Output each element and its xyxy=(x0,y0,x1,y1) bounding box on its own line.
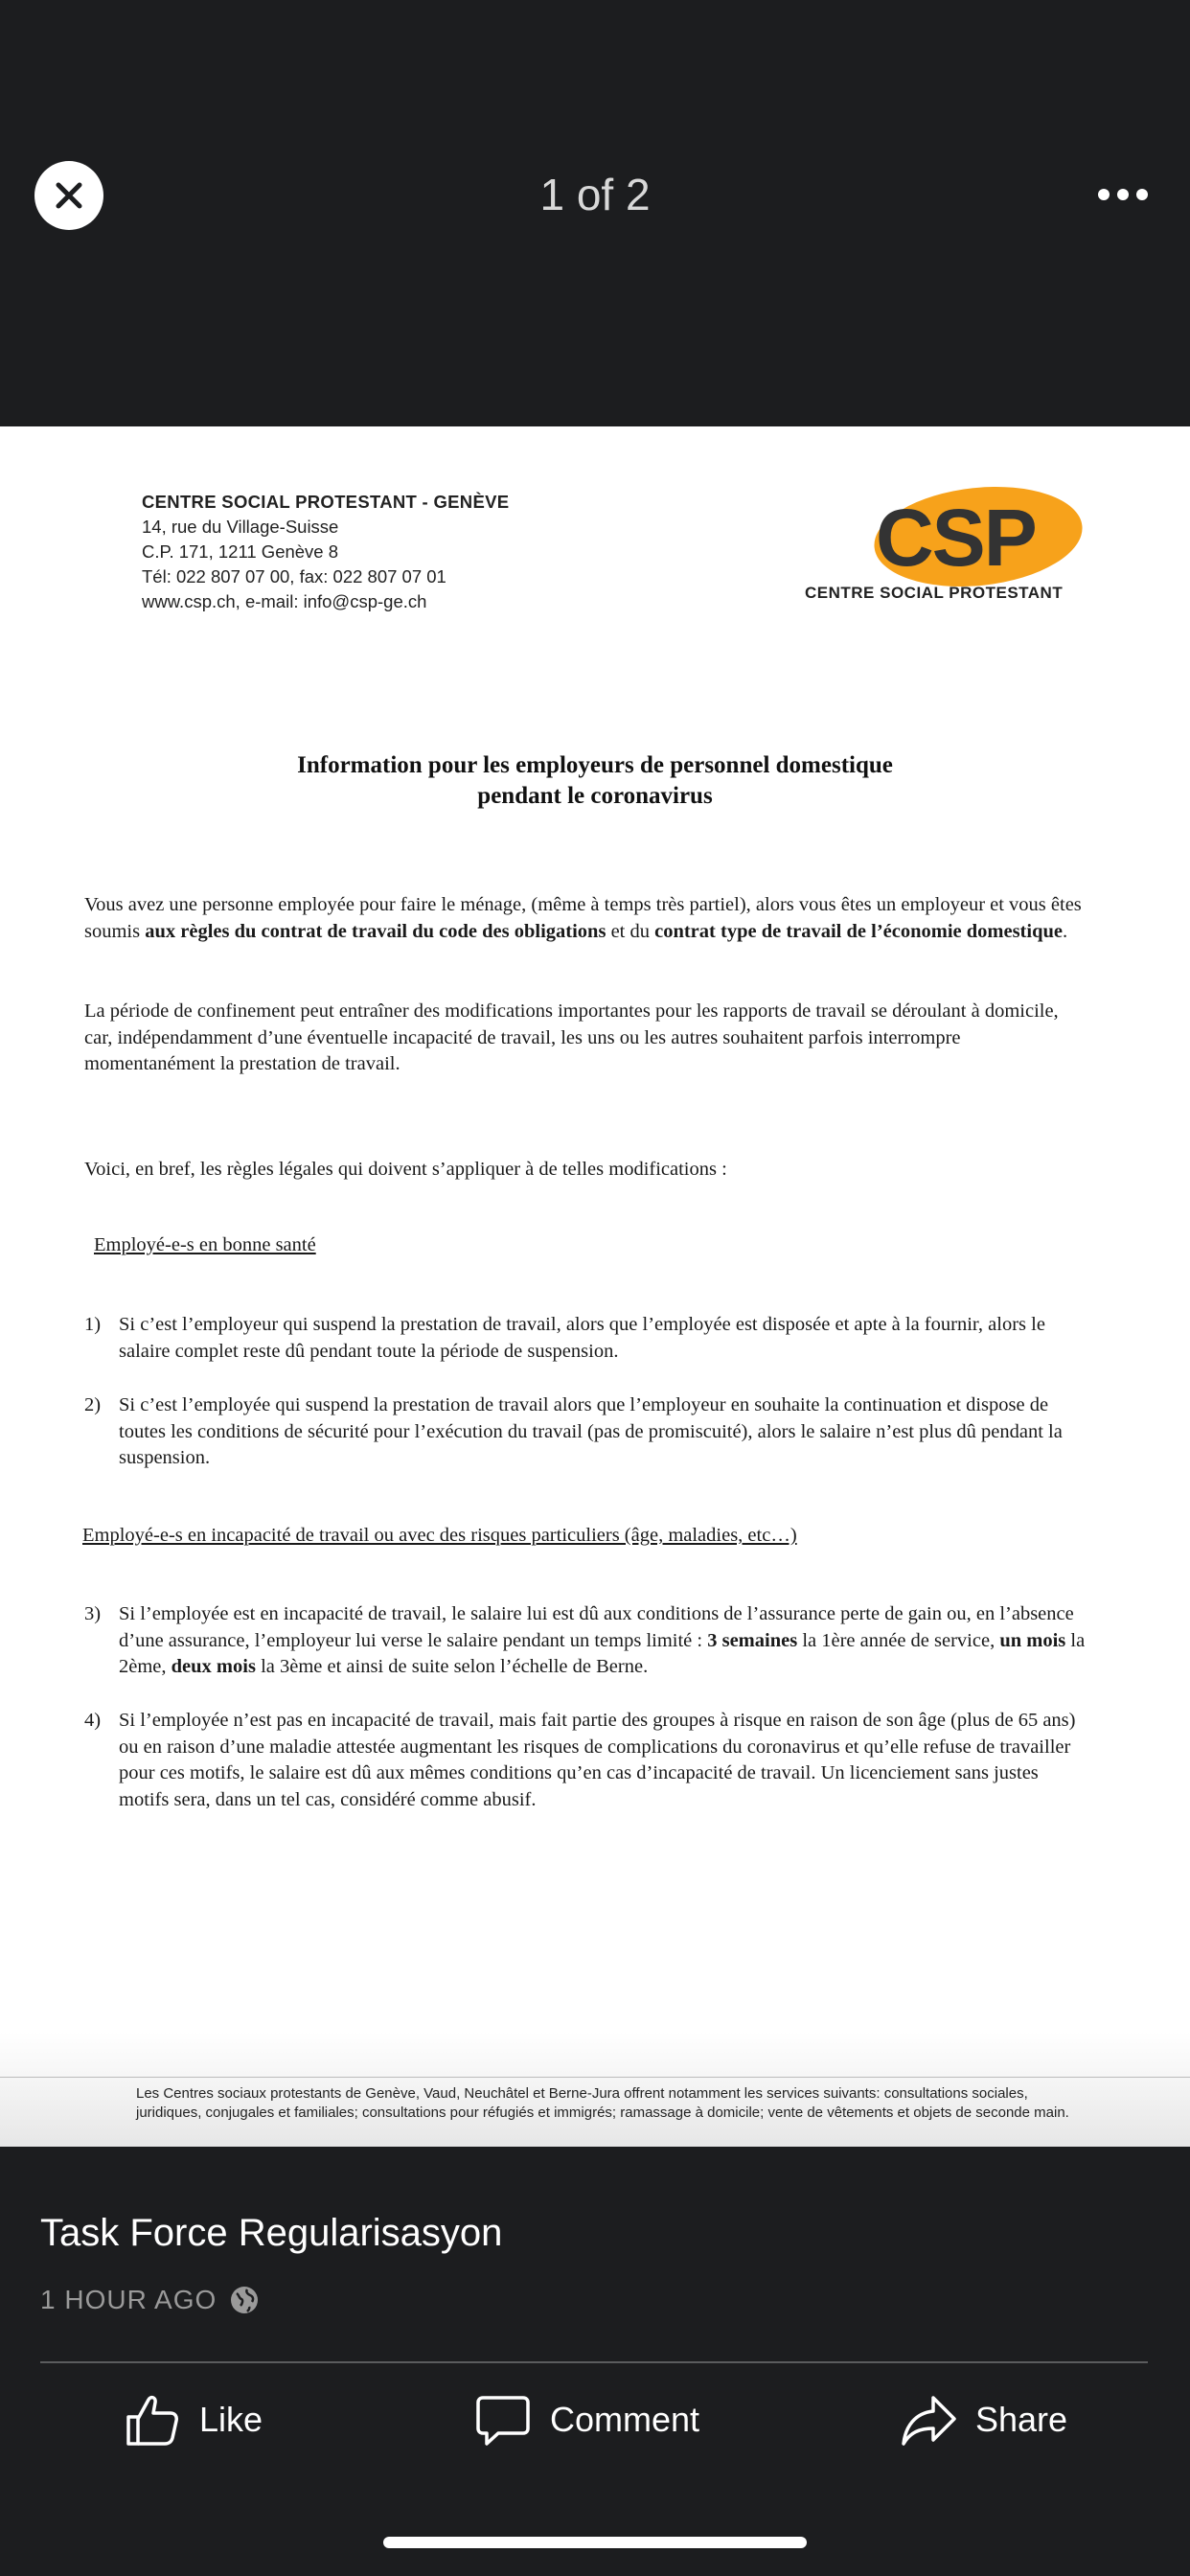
like-label: Like xyxy=(199,2400,263,2439)
viewer-top-bar xyxy=(0,0,1190,426)
org-web: www.csp.ch, e-mail: info@csp-ge.ch xyxy=(142,591,427,611)
document-page[interactable] xyxy=(0,426,1190,2147)
org-address-1: 14, rue du Village-Suisse xyxy=(142,517,339,537)
org-header xyxy=(142,490,509,614)
page-indicator: 1 of 2 xyxy=(539,170,651,219)
list-item-2: 2) Si c’est l’employée qui suspend la prestation de travail alors que l’employeur en souhaite la continuation et dispose de toutes les conditions de sécurité pour l’exécution du travail (pas de promiscuité), alors le salaire n’est plus dû pendant la suspension. xyxy=(84,1394,1063,1468)
globe-icon xyxy=(228,2284,261,2316)
org-phone: Tél: 022 807 07 00, fax: 022 807 07 01 xyxy=(142,566,446,586)
list-item-1: 1) Si c’est l’employeur qui suspend la prestation de travail, alors que l’employée est disposée et apte à la fournir, alors le salaire complet reste dû pendant toute la période de suspension. xyxy=(84,1314,1045,1362)
more-options-button[interactable] xyxy=(1098,182,1148,207)
csp-logo xyxy=(801,486,1088,609)
comment-label: Comment xyxy=(550,2400,700,2439)
paragraph-3: Voici, en bref, les règles légales qui doivent s’appliquer à de telles modifications : xyxy=(84,1159,727,1180)
post-author[interactable]: Task Force Regularisasyon xyxy=(40,2212,503,2254)
share-label: Share xyxy=(975,2400,1068,2439)
logo-letters: CSP xyxy=(876,493,1036,583)
org-name: CENTRE SOCIAL PROTESTANT - GENÈVE xyxy=(142,492,510,512)
share-arrow-icon xyxy=(899,2390,958,2450)
post-time: 1 HOUR AGO xyxy=(40,2285,217,2314)
comment-bubble-icon xyxy=(473,2390,533,2450)
paragraph-2: La période de confinement peut entraîner des modifications importantes pour les rapports de travail se déroulant à domicile, car, indépendamment d’une éventuelle incapacité de travail, les uns ou les autres souhaitent parfois interrompre momentanément la prestation de travail. xyxy=(84,1000,1059,1074)
paragraph-1: Vous avez une personne employée pour faire le ménage, (même à temps très partiel), alors vous êtes un employeur et vous êtes soumis aux règles du contrat de travail du code des obligations et du contrat type de travail de l’économie domestique. xyxy=(84,894,1082,942)
thumbs-up-icon xyxy=(123,2390,182,2450)
comment-button[interactable] xyxy=(473,2386,699,2453)
document-footer: Les Centres sociaux protestants de Genève, Vaud, Neuchâtel et Berne-Jura offrent notamment les services suivants: consultations sociales, juridiques, conjugales et familiales; consultations pour réfugiés et immigrés; ramassage à domicile; vente de vêtements et objets de seconde main. xyxy=(136,2085,1069,2121)
footer-divider xyxy=(0,2077,1190,2078)
org-address-2: C.P. 171, 1211 Genève 8 xyxy=(142,541,339,562)
post-meta xyxy=(40,2284,261,2316)
more-horizontal-icon xyxy=(1098,189,1110,200)
subheading-healthy: Employé-e-s en bonne santé xyxy=(94,1234,316,1255)
home-indicator[interactable] xyxy=(383,2537,807,2548)
action-divider xyxy=(40,2361,1148,2363)
list-item-3: 3) Si l’employée est en incapacité de travail, le salaire lui est dû aux conditions de l’assurance perte de gain ou, en l’absence d’une assurance, l’employeur lui verse le salaire pendant un temps limité : 3 semaines la 1ère année de service, un mois la 2ème, deux mois la 3ème et ainsi de suite selon l’échelle de Berne. xyxy=(84,1603,1086,1677)
share-button[interactable] xyxy=(899,2386,1067,2453)
list-item-4: 4) Si l’employée n’est pas en incapacité de travail, mais fait partie des groupes à risque en raison de son âge (plus de 65 ans) ou en raison d’une maladie attestée augmentant les risques de complications du coronavirus et qu’elle refuse de travailler pour ces motifs, le salaire est dû aux mêmes conditions qu’en cas d’incapacité de travail. Un licenciement sans justes motifs sera, dans un tel cas, considéré comme abusif. xyxy=(84,1710,1076,1810)
document-title: Information pour les employeurs de personnel domestique pendant le coronavirus xyxy=(297,752,893,809)
like-button[interactable] xyxy=(123,2386,263,2453)
subheading-incapacity: Employé-e-s en incapacité de travail ou avec des risques particuliers (âge, maladies, etc…) xyxy=(82,1525,797,1546)
logo-tagline: CENTRE SOCIAL PROTESTANT xyxy=(805,584,1064,602)
